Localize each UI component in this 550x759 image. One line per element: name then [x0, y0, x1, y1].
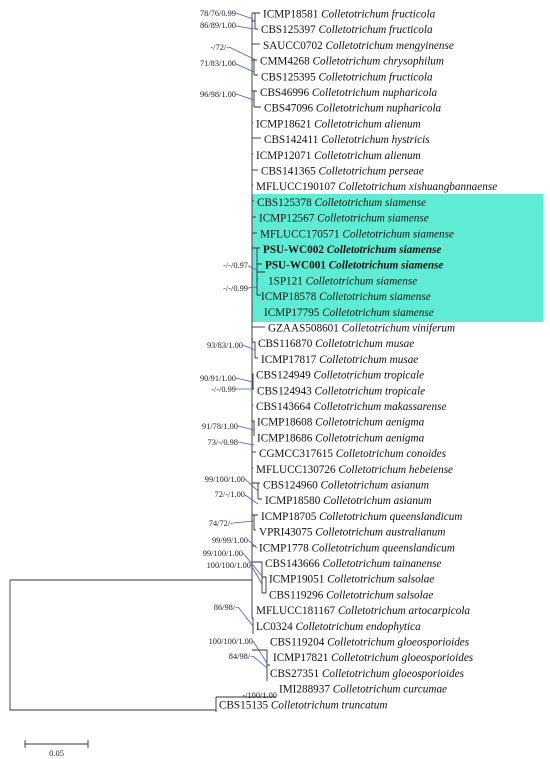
taxon-label [268, 323, 455, 335]
taxon-code: CBS124960 [263, 479, 321, 492]
tree-branch [252, 515, 258, 530]
taxon-label [261, 166, 424, 178]
taxon-species: Colletotrichum musae [315, 338, 415, 351]
tree-branch [252, 13, 260, 29]
scale-bar-label: 0.05 [49, 748, 64, 758]
support-value: -/72/- [210, 43, 229, 52]
taxon-code: CBS15135 [219, 699, 271, 712]
taxon-species: Colletotrichum siamense [326, 244, 442, 256]
taxon-label [264, 134, 430, 146]
taxon-species: Colletotrichum hystricis [321, 134, 430, 147]
taxon-label [256, 150, 421, 162]
taxon-species: Colletotrichum asianum [323, 495, 432, 508]
support-value: 90/91/1.00 [199, 374, 236, 383]
support-value: 86/89/1.00 [199, 21, 236, 30]
support-leader-line [253, 656, 267, 668]
taxon-code: CBS142411 [264, 134, 322, 147]
support-value: 84/98/- [228, 652, 253, 661]
taxon-label [260, 87, 438, 99]
taxon-species: Colletotrichum tropicale [314, 385, 426, 398]
taxon-species: Colletotrichum hebeiense [338, 463, 454, 476]
taxon-label [264, 103, 442, 115]
taxon-species: Colletotrichum gloeosporioides [331, 652, 474, 665]
taxon-code: MFLUCC190107 [256, 181, 339, 194]
taxon-code: ICMP1778 [259, 542, 312, 555]
tree-branch [252, 580, 253, 618]
taxon-code: ICMP18705 [261, 510, 320, 523]
taxon-label [256, 118, 421, 130]
taxon-species: Colletotrichum viniferum [341, 322, 456, 335]
taxon-label [260, 56, 444, 68]
support-value: 91/78/1.00 [201, 422, 238, 431]
taxon-species: Colletotrichum salsolae [326, 589, 434, 602]
taxon-code: CBS124949 [256, 369, 314, 382]
support-leader-line [236, 26, 254, 29]
support-value: 86/98/- [213, 603, 238, 612]
support-value: -/-/0.99 [223, 284, 248, 293]
taxon-label [261, 511, 462, 523]
taxon-code: CBS116870 [258, 338, 316, 351]
taxon-label [258, 338, 414, 350]
support-leader-line [236, 94, 254, 100]
support-value: 74/72/- [208, 519, 233, 528]
scale-bar [25, 740, 88, 758]
taxon-label [256, 621, 421, 633]
taxon-code: ICMP17817 [261, 353, 320, 366]
taxon-species: Colletotrichum perseae [318, 165, 424, 178]
taxon-code: CBS125378 [257, 196, 315, 209]
taxon-species: Colletotrichum fructicola [318, 24, 433, 37]
taxon-species: Colletotrichum gloeosporioides [327, 636, 470, 649]
support-value: 72/-/1.00 [214, 490, 245, 499]
taxon-label [256, 181, 497, 193]
taxon-species: Colletotrichum australianum [315, 526, 446, 539]
taxon-label [263, 40, 454, 52]
taxon-code: CBS27351 [270, 667, 322, 680]
taxon-label [256, 605, 470, 617]
taxon-label [257, 417, 425, 429]
tree-branch [252, 60, 258, 75]
taxon-label [268, 275, 417, 287]
taxon-species: Colletotrichum siamense [319, 291, 431, 304]
taxon-species: Colletotrichum musae [319, 353, 419, 366]
taxon-species: Colletotrichum nupharicola [311, 87, 438, 99]
taxon-label [263, 244, 441, 256]
taxon-label [264, 307, 434, 319]
taxon-species: Colletotrichum alienum [314, 149, 421, 162]
taxon-label [219, 699, 387, 711]
support-value: 99/99/1.00 [211, 536, 248, 545]
taxon-label [263, 9, 436, 21]
taxon-code: CBS119204 [270, 636, 328, 649]
taxon-code: PSU-WC002 [263, 244, 327, 256]
support-leader-line [243, 345, 255, 350]
support-leader-line [245, 479, 258, 491]
taxon-code: 1SP121 [268, 275, 306, 288]
taxon-species: Colletotrichum siamense [314, 196, 427, 209]
taxon-label [256, 401, 446, 413]
taxon-species: Colletotrichum alienum [314, 118, 421, 131]
taxon-species: Colletotrichum mengyinense [325, 39, 454, 52]
support-leader-line [245, 495, 258, 504]
taxon-code: ICMP17795 [264, 306, 323, 319]
taxon-code: ICMP17821 [273, 652, 332, 665]
taxon-species: Colletotrichum aenigma [315, 416, 425, 429]
tree-branch [252, 483, 262, 499]
taxon-species: Colletotrichum salsolae [327, 573, 435, 586]
taxon-code: CMM4268 [260, 55, 313, 68]
taxon-species: Colletotrichum conoides [335, 448, 447, 461]
taxon-code: CBS46996 [260, 87, 312, 99]
taxon-labels [219, 9, 497, 712]
taxon-species: Colletotrichum curcumae [332, 683, 448, 696]
taxon-code: ICMP12071 [256, 149, 315, 162]
taxon-label [256, 370, 424, 382]
taxon-code: ICMP12567 [259, 212, 318, 225]
taxon-code: ICMP19051 [269, 573, 328, 586]
support-value: 99/100/1.00 [204, 475, 245, 484]
taxon-species: Colletotrichum truncatum [270, 699, 388, 712]
support-leader-line [233, 521, 254, 523]
support-leader-line [238, 607, 253, 626]
taxon-label [259, 213, 429, 225]
taxon-species: Colletotrichum artocarpicola [337, 605, 471, 618]
taxon-label [270, 637, 470, 649]
taxon-label [273, 652, 474, 664]
taxon-label [259, 448, 447, 460]
taxon-species: Colletotrichum siamense [305, 275, 418, 288]
taxon-label [257, 432, 425, 444]
taxon-species: Colletotrichum queenslandicum [311, 542, 455, 555]
taxon-species: Colletotrichum fructicola [321, 8, 436, 21]
taxon-species: Colletotrichum siamense [322, 306, 434, 319]
taxon-label [265, 558, 442, 570]
taxon-species: Colletotrichum siamense [342, 228, 454, 241]
taxon-species: Colletotrichum siamense [317, 212, 429, 225]
taxon-code: CBS125397 [261, 24, 319, 37]
taxon-species: Colletotrichum xishuangbannaense [338, 181, 498, 194]
taxon-code: CBS125395 [261, 71, 319, 84]
taxon-label [269, 574, 434, 586]
taxon-species: Colletotrichum makassarense [313, 401, 447, 413]
taxon-species: Colletotrichum gloeosporioides [321, 667, 464, 680]
support-value: 78/76/0.99 [199, 9, 236, 18]
taxon-species: Colletotrichum siamense [328, 259, 444, 272]
taxon-species: Colletotrichum tainanense [322, 558, 442, 570]
taxon-code: CGMCC317615 [259, 448, 336, 461]
taxon-code: ICMP18581 [263, 8, 322, 21]
taxon-species: Colletotrichum fructicola [318, 71, 433, 84]
support-value: 71/83/1.00 [199, 59, 236, 68]
taxon-label [261, 291, 431, 303]
taxon-label [265, 495, 432, 507]
taxon-species: Colletotrichum tropicale [313, 369, 425, 382]
support-value: 73/-/0.98 [207, 438, 238, 447]
support-leader-line [248, 540, 257, 548]
tree-branch [252, 650, 270, 681]
taxon-code: CBS124943 [257, 385, 315, 398]
taxon-species: Colletotrichum endophytica [295, 620, 421, 633]
taxon-code: ICMP18686 [257, 432, 316, 445]
taxon-label [261, 24, 433, 36]
taxon-label [257, 197, 426, 209]
taxon-code: VPRI43075 [259, 526, 316, 539]
taxon-code: LC0324 [256, 620, 296, 633]
taxon-code: CBS119296 [269, 589, 327, 602]
taxon-label [279, 684, 447, 696]
taxon-label [265, 260, 443, 272]
taxon-code: CBS143666 [265, 558, 323, 570]
taxon-code: ICMP18621 [256, 118, 315, 131]
taxon-code: CBS47096 [264, 102, 316, 115]
taxon-species: Colletotrichum nupharicola [315, 102, 442, 115]
taxon-code: IMI288937 [279, 683, 333, 696]
taxon-code: PSU-WC001 [265, 259, 329, 272]
taxon-label [259, 527, 445, 539]
taxon-code: MFLUCC130726 [256, 463, 339, 476]
support-value: -/-/0.99 [211, 385, 236, 394]
taxon-species: Colletotrichum aenigma [315, 432, 425, 445]
taxon-label [269, 589, 433, 601]
taxon-label [270, 668, 465, 680]
taxon-code: ICMP18608 [257, 416, 316, 429]
support-leader-line [236, 64, 254, 72]
support-value: -/100/1.00 [242, 691, 277, 700]
taxon-label [261, 71, 433, 83]
taxon-code: MFLUCC170571 [260, 228, 343, 241]
taxon-code: SAUCC0702 [263, 39, 326, 52]
support-value: 93/83/1.00 [206, 341, 243, 350]
taxon-code: ICMP18580 [265, 495, 324, 508]
taxon-code: ICMP18578 [261, 291, 320, 304]
support-leader-line [253, 641, 267, 663]
support-leader-line [236, 378, 253, 382]
support-value: 96/98/1.00 [199, 90, 236, 99]
taxon-label [257, 385, 425, 397]
taxon-code: CBS143664 [256, 401, 314, 413]
taxon-label [260, 228, 454, 240]
taxon-label [256, 464, 453, 476]
support-value: 100/100/1.00 [206, 561, 251, 570]
support-value: 99/100/1.00 [202, 549, 243, 558]
taxon-label [259, 542, 455, 554]
taxon-species: Colletotrichum asianum [320, 479, 429, 492]
support-value: 100/100/1.00 [208, 637, 253, 646]
taxon-species: Colletotrichum chrysophilum [312, 55, 444, 68]
taxon-code: CBS141365 [261, 165, 319, 178]
support-leader-line [236, 13, 253, 19]
taxon-code: GZAAS508601 [268, 322, 342, 335]
taxon-code: MFLUCC181167 [256, 605, 338, 618]
support-value: -/-/0.97 [223, 261, 248, 270]
taxon-label [263, 480, 429, 492]
taxon-species: Colletotrichum queenslandicum [319, 510, 463, 523]
taxon-label [261, 354, 418, 366]
